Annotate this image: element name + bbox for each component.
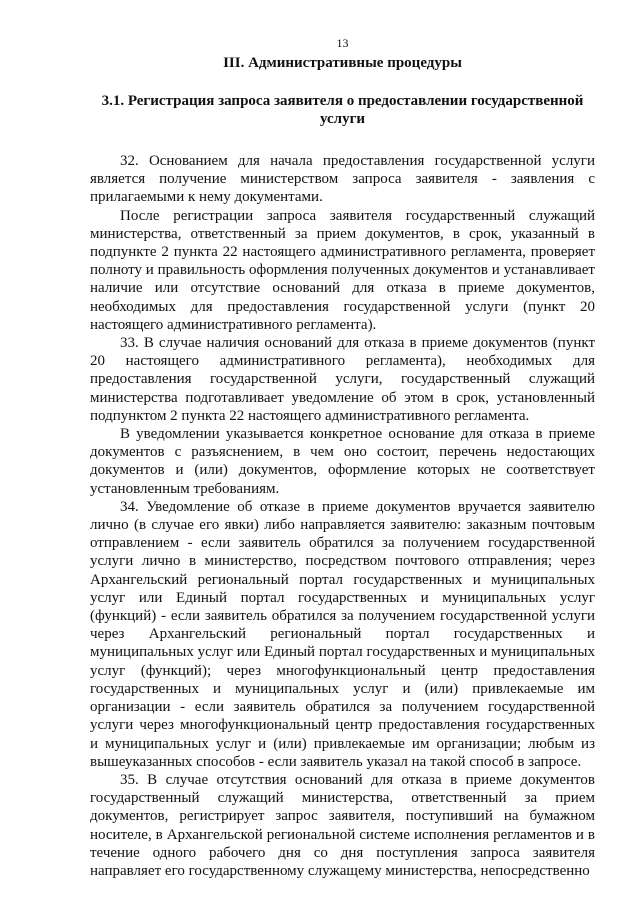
paragraph-33-notice: В уведомлении указывается конкретное основание для отказа в приеме документов с разъяснением, в чем оно состоит, перечень недостающих документов и (или) документов, оформление которых не соответствует установленным требованиям.: [90, 426, 595, 497]
paragraph-32: 32. Основанием для начала предоставления государственной услуги является получение министерством запроса заявителя - заявления с прилагаемыми к нему документами.: [90, 153, 595, 206]
subsection-title: 3.1. Регистрация запроса заявителя о предоставлении государственной услуги: [101, 93, 584, 127]
section-title: III. Административные процедуры: [223, 55, 462, 71]
paragraph-34: 34. Уведомление об отказе в приеме документов вручается заявителю лично (в случае его явки) либо направляется заявителю: заказным почтовым отправлением - если заявитель обратился за получением государственной услуги лично в министерство, посредством почтового отправления; через Архангельский региональный портал государственных и муниципальных услуг или Единый портал государственных и муниципальных услуг (функций) - если заявитель обратился за получением государственной услуги через Архангельский региональный портал государственных и муниципальных услуг или Единый портал государственных и муниципальных услуг (функций); через многофункциональный центр предоставления государственных и муниципальных услуг и (или) привлекаемые им организации - если заявитель обратился за получением государственной услуги через многофункциональный центр предоставления государственных и муниципальных услуг и (или) привлекаемые им организации; любым из вышеуказанных способов - если заявитель указал на такой способ в запросе.: [90, 498, 595, 770]
paragraph-35: 35. В случае отсутствия оснований для отказа в приеме документов государственный служащий министерства, ответственный за прием документов, регистрирует запрос заявителя, поступивший на бумажном носителе, в Архангельской региональной системе исполнения регламентов и в течение одного рабочего дня со дня поступления запроса заявителя направляет его государственному служащему министерства, непосредственно: [90, 771, 595, 879]
document-page: [90, 36, 595, 880]
paragraph-33: 33. В случае наличия оснований для отказа в приеме документов (пункт 20 настоящего административного регламента), необходимых для предоставления государственной услуги, государственный служащий министерства подготавливает уведомление об этом в срок, установленный подпунктом 2 пункта 22 настоящего административного регламента.: [90, 335, 595, 424]
page-number: 13: [336, 36, 349, 50]
paragraph-32-continuation: После регистрации запроса заявителя государственный служащий министерства, ответственный за прием документов, в срок, указанный в подпункте 2 пункта 22 настоящего административного регламента, проверяет полноту и правильность оформления полученных документов и устанавливает наличие или отсутствие оснований для отказа в приеме документов, необходимых для предоставления государственной услуги (пункт 20 настоящего административного регламента).: [90, 207, 595, 333]
